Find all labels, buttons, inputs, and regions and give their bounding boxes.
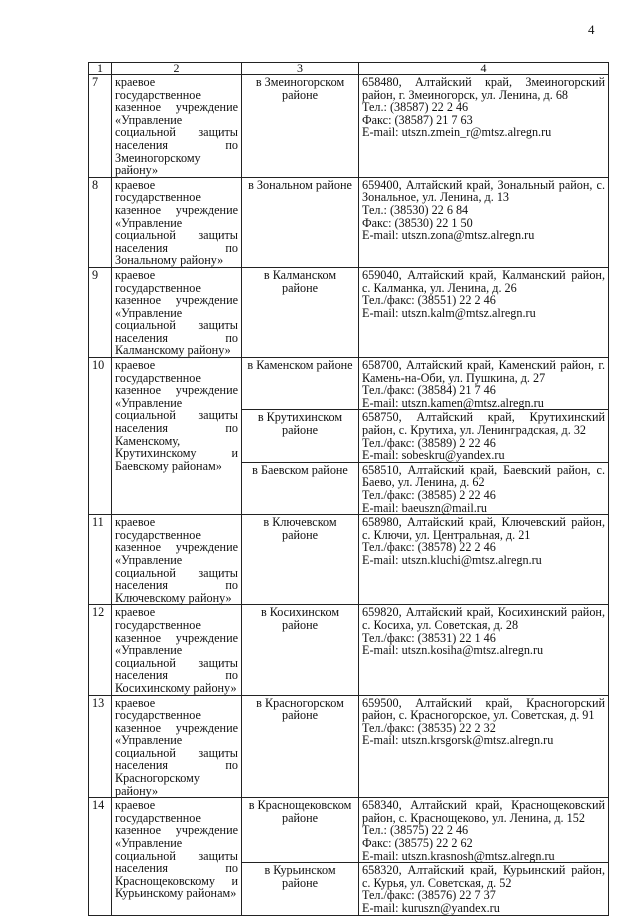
email-text: E-mail: utszn.zmein_r@mtsz.alregn.ru	[362, 125, 552, 140]
table-row	[89, 177, 609, 267]
column-header: 2	[112, 63, 242, 75]
row-number: 10	[89, 358, 112, 515]
contact-info	[359, 798, 609, 863]
row-number: 9	[89, 267, 112, 357]
phone-text: Тел.: (38587) 22 2 46	[362, 100, 469, 115]
district-name: в Баевском районе	[242, 462, 359, 514]
address-text: 658750, Алтайский край, Крутихинский район, с. Крутиха, ул. Ленинградская, д. 32	[362, 410, 605, 438]
email-text: E-mail: utszn.krsgorsk@mtsz.alregn.ru	[362, 733, 554, 748]
contact-info	[359, 177, 609, 267]
email-text: E-mail: kuruszn@yandex.ru	[362, 901, 500, 915]
email-text: E-mail: utszn.kosiha@mtsz.alregn.ru	[362, 643, 544, 658]
phone-text: Тел./факс: (38585) 2 22 46	[362, 488, 496, 502]
table-row	[89, 515, 609, 605]
district-name: в Курьинском районе	[242, 863, 359, 915]
table-header-row	[89, 63, 609, 75]
phone-text: Тел./факс: (38576) 22 7 37	[362, 888, 496, 903]
phone-text: Тел./факс: (38584) 21 7 46	[362, 383, 496, 398]
email-text: E-mail: utszn.kluchi@mtsz.alregn.ru	[362, 552, 542, 567]
address-text: 658700, Алтайский край, Каменский район, г. Камень-на-Оби, ул. Пушкина, д. 27	[362, 358, 605, 385]
institution-name: краевое государственное казенное учреждение «Управление социальной защиты населения по Краснощековскому и Курьинскому районам»	[112, 798, 242, 915]
district-name: в Ключевском районе	[242, 515, 359, 605]
fax-text: Факс: (38587) 21 7 63	[362, 112, 473, 127]
phone-text: Тел.: (38530) 22 6 84	[362, 202, 469, 217]
phone-text: Тел./факс: (38589) 2 22 46	[362, 435, 496, 450]
contact-info	[359, 267, 609, 357]
contact-info	[359, 358, 609, 410]
district-name: в Каменском районе	[242, 358, 359, 410]
address-text: 658510, Алтайский край, Баевский район, с. Баево, ул. Ленина, д. 62	[362, 462, 605, 490]
table-row	[89, 267, 609, 357]
district-name: в Змеиногорском районе	[242, 75, 359, 178]
address-text: 658980, Алтайский край, Ключевский район, с. Ключи, ул. Центральная, д. 21	[362, 515, 605, 542]
contact-info	[359, 75, 609, 178]
page-number: 4	[588, 22, 595, 37]
table-row	[89, 75, 609, 178]
address-text: 659820, Алтайский край, Косихинский район, с. Косиха, ул. Советская, д. 28	[362, 605, 605, 632]
email-text: E-mail: utszn.kamen@mtsz.alregn.ru	[362, 395, 544, 410]
row-number: 7	[89, 75, 112, 178]
contact-info	[359, 410, 609, 462]
institutions-table	[88, 62, 609, 916]
institution-name: краевое государственное казенное учреждение «Управление социальной защиты населения по Зональному району»	[112, 177, 242, 267]
address-text: 659400, Алтайский край, Зональный район, с. Зональное, ул. Ленина, д. 13	[362, 177, 605, 205]
email-text: E-mail: baeuszn@mail.ru	[362, 500, 487, 515]
table-row	[89, 798, 609, 863]
phone-text: Тел./факс: (38551) 22 2 46	[362, 293, 496, 308]
column-header: 3	[242, 63, 359, 75]
institution-name: краевое государственное казенное учреждение «Управление социальной защиты населения по Ключевскому району»	[112, 515, 242, 605]
institution-name: краевое государственное казенное учреждение «Управление социальной защиты населения по Красногорскому району»	[112, 695, 242, 798]
contact-info	[359, 863, 609, 915]
contact-info	[359, 605, 609, 695]
institution-name: краевое государственное казенное учреждение «Управление социальной защиты населения по Косихинскому району»	[112, 605, 242, 695]
row-number: 12	[89, 605, 112, 695]
institution-name: краевое государственное казенное учреждение «Управление социальной защиты населения по Змеиногорскому району»	[112, 75, 242, 178]
email-text: E-mail: utszn.krasnosh@mtsz.alregn.ru	[362, 848, 555, 863]
phone-text: Тел./факс: (38531) 22 1 46	[362, 630, 496, 645]
row-number: 8	[89, 177, 112, 267]
row-number: 14	[89, 798, 112, 915]
district-name: в Крутихинском районе	[242, 410, 359, 462]
phone-text: Тел./факс: (38578) 22 2 46	[362, 540, 496, 555]
district-name: в Красногорском районе	[242, 695, 359, 798]
district-name: в Калманском районе	[242, 267, 359, 357]
table-body	[89, 75, 609, 916]
email-text: E-mail: utszn.zona@mtsz.alregn.ru	[362, 228, 535, 243]
institution-name: краевое государственное казенное учреждение «Управление социальной защиты населения по Калманскому району»	[112, 267, 242, 357]
address-text: 658340, Алтайский край, Краснощековский район, с. Краснощеково, ул. Ленина, д. 152	[362, 798, 605, 825]
phone-text: Тел.: (38575) 22 2 46	[362, 823, 469, 838]
table-row	[89, 605, 609, 695]
row-number: 13	[89, 695, 112, 798]
column-header: 1	[89, 63, 112, 75]
contact-info	[359, 515, 609, 605]
email-text: E-mail: utszn.kalm@mtsz.alregn.ru	[362, 305, 536, 320]
fax-text: Факс: (38530) 22 1 50	[362, 215, 473, 230]
address-text: 659500, Алтайский край, Красногорский район, с. Красногорское, ул. Советская, д. 91	[362, 695, 605, 723]
address-text: 659040, Алтайский край, Калманский район, с. Калманка, ул. Ленина, д. 26	[362, 267, 605, 295]
address-text: 658320, Алтайский край, Курьинский район, с. Курья, ул. Советская, д. 52	[362, 863, 605, 890]
district-name: в Косихинском районе	[242, 605, 359, 695]
column-header: 4	[359, 63, 609, 75]
phone-text: Тел./факс: (38535) 22 2 32	[362, 720, 496, 735]
district-name: в Краснощековском районе	[242, 798, 359, 863]
row-number: 11	[89, 515, 112, 605]
district-name: в Зональном районе	[242, 177, 359, 267]
contact-info	[359, 695, 609, 798]
institution-name: краевое государственное казенное учреждение «Управление социальной защиты населения по Каменскому, Крутихинскому и Баевскому районам»	[112, 358, 242, 515]
address-text: 658480, Алтайский край, Змеиногорский район, г. Змеиногорск, ул. Ленина, д. 68	[362, 75, 605, 102]
table-row	[89, 695, 609, 798]
contact-info	[359, 462, 609, 514]
fax-text: Факс: (38575) 22 2 62	[362, 836, 473, 851]
email-text: E-mail: sobeskru@yandex.ru	[362, 448, 505, 463]
table-row	[89, 358, 609, 410]
